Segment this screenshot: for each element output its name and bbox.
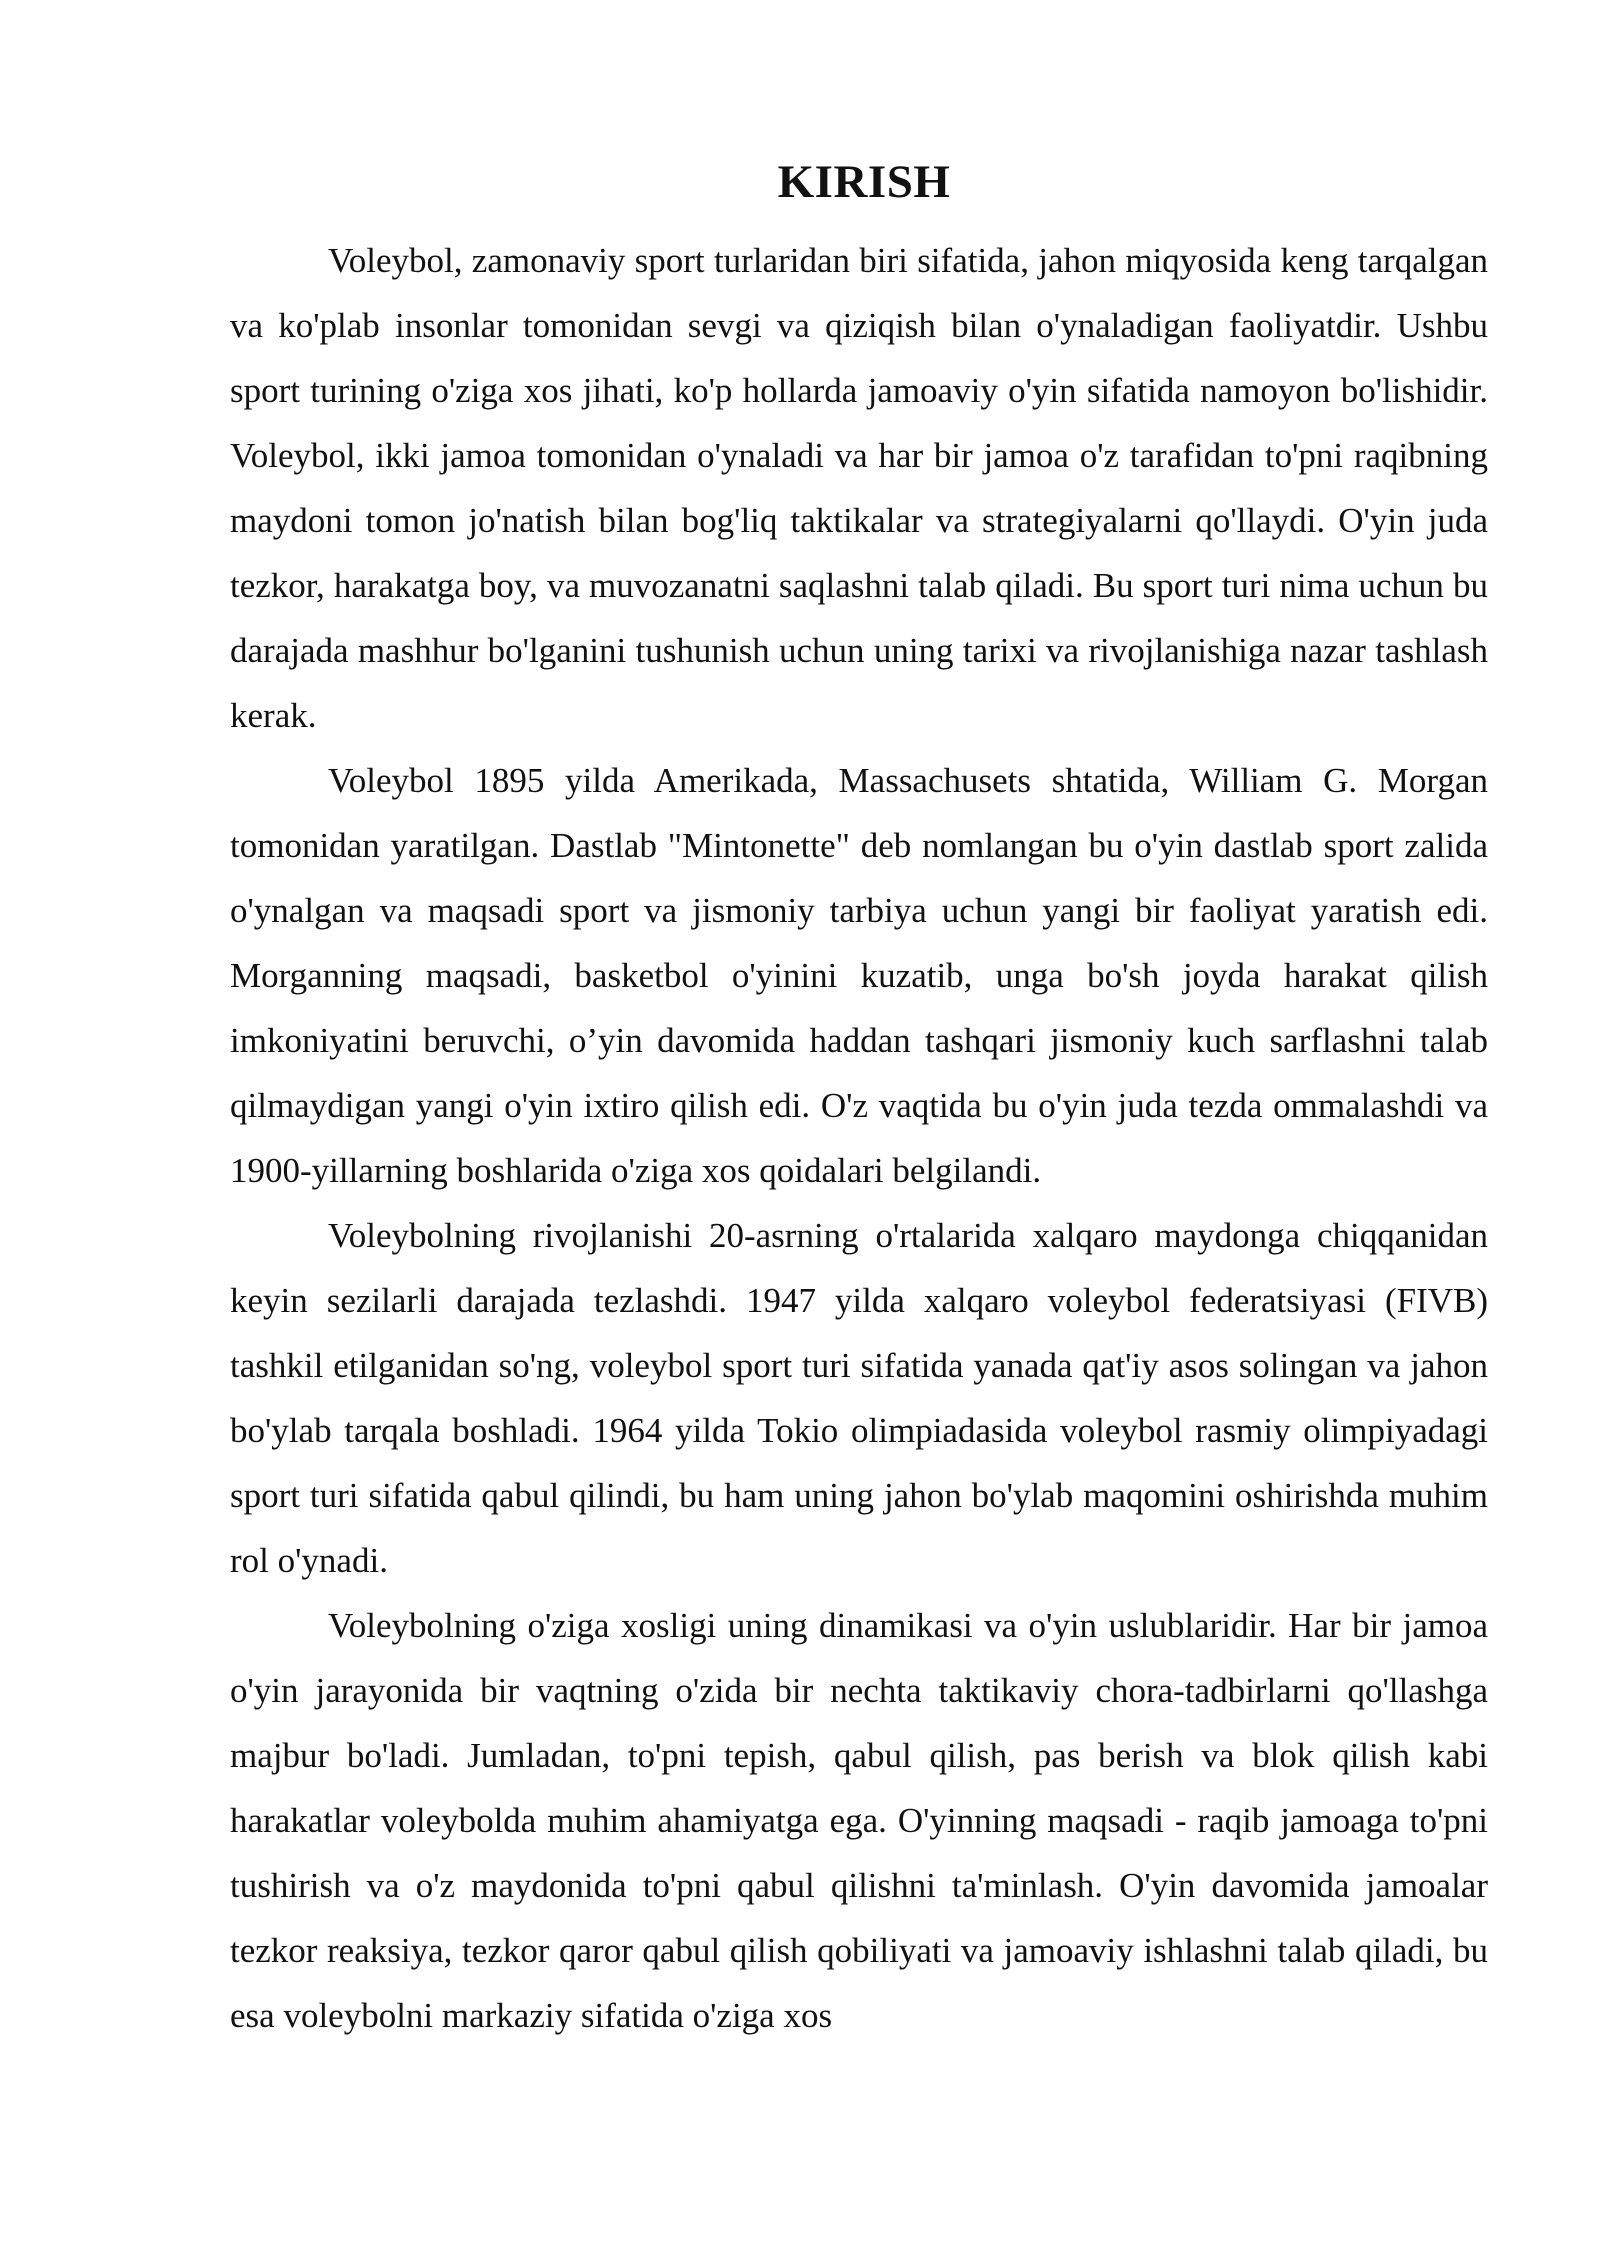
paragraph-intro: Voleybol, zamonaviy sport turlaridan biri sifatida, jahon miqyosida keng tarqalgan va ko'plab insonlar tomonidan sevgi va qiziqish bilan o'ynaladigan faoliyatdir. Ushbu sport turining o'ziga xos jihati, ko'p hollarda jamoaviy o'yin sifatida namoyon bo'lishidir. Voleybol, ikki jamoa tomonidan o'ynaladi va har bir jamoa o'z tarafidan to'pni raqibning maydoni tomon jo'natish bilan bog'liq taktikalar va strategiyalarni qo'llaydi. O'yin juda tezkor, harakatga boy, va muvozanatni saqlashni talab qiladi. Bu sport turi nima uchun bu darajada mashhur bo'lganini tushunish uchun uning tarixi va rivojlanishiga nazar tashlash kerak. xyxy=(230,241,1488,735)
document-body xyxy=(230,228,1488,2048)
paragraph-features: Voleybolning o'ziga xosligi uning dinamikasi va o'yin uslublaridir. Har bir jamoa o'yin jarayonida bir vaqtning o'zida bir nechta taktikaviy chora-tadbirlarni qo'llashga majbur bo'ladi. Jumladan, to'pni tepish, qabul qilish, pas berish va blok qilish kabi harakatlar voleybolda muhim ahamiyatga ega. O'yinning maqsadi - raqib jamoaga to'pni tushirish va o'z maydonida to'pni qabul qilishni ta'minlash. O'yin davomida jamoalar tezkor reaksiya, tezkor qaror qabul qilish qobiliyati va jamoaviy ishlashni talab qiladi, bu esa voleybolni markaziy sifatida o'ziga xos xyxy=(230,1606,1488,2035)
paragraph-development: Voleybolning rivojlanishi 20-asrning o'rtalarida xalqaro maydonga chiqqanidan keyin sezilarli darajada tezlashdi. 1947 yilda xalqaro voleybol federatsiyasi (FIVB) tashkil etilganidan so'ng, voleybol sport turi sifatida yanada qat'iy asos solingan va jahon bo'ylab tarqala boshladi. 1964 yilda Tokio olimpiadasida voleybol rasmiy olimpiyadagi sport turi sifatida qabul qilindi, bu ham uning jahon bo'ylab maqomini oshirishda muhim rol o'ynadi. xyxy=(230,1216,1488,1580)
paragraph-history: Voleybol 1895 yilda Amerikada, Massachusets shtatida, William G. Morgan tomonidan yaratilgan. Dastlab "Mintonette" deb nomlangan bu o'yin dastlab sport zalida o'ynalgan va maqsadi sport va jismoniy tarbiya uchun yangi bir faoliyat yaratish edi. Morganning maqsadi, basketbol o'yinini kuzatib, unga bo'sh joyda harakat qilish imkoniyatini beruvchi, o’yin davomida haddan tashqari jismoniy kuch sarflashni talab qilmaydigan yangi o'yin ixtiro qilish edi. O'z vaqtida bu o'yin juda tezda ommalashdi va 1900-yillarning boshlarida o'ziga xos qoidalari belgilandi. xyxy=(230,761,1488,1190)
page-title: KIRISH xyxy=(777,156,951,208)
